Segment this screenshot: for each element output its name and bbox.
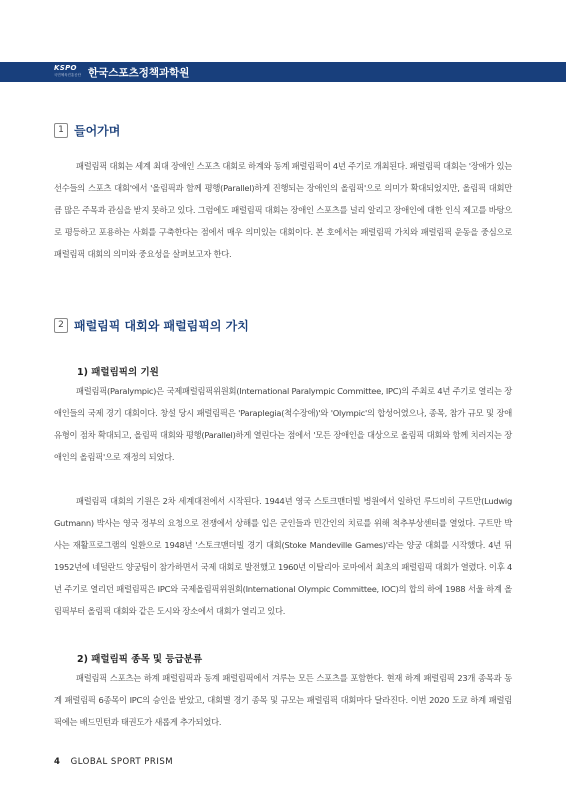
section-title: 들어가며 bbox=[74, 124, 121, 138]
logo-mark: KSPO bbox=[54, 64, 77, 72]
section-number: 2 bbox=[54, 318, 68, 333]
subsection-title: 1) 패럴림픽의 기원 bbox=[77, 367, 159, 378]
subsection-1-body-b bbox=[54, 490, 512, 623]
org-name: 한국스포츠정책과학원 bbox=[88, 67, 190, 79]
subsection-2-body bbox=[54, 667, 512, 733]
section-1-body bbox=[54, 155, 512, 265]
page-footer bbox=[54, 757, 173, 767]
section-title: 패럴림픽 대회와 패럴림픽의 가치 bbox=[74, 319, 249, 333]
logo-subtext: 국민체육진흥공단 bbox=[54, 73, 82, 77]
paragraph: 패럴림픽(Paralympic)은 국제패럴림픽위원회(International Paralympic Committee, IPC)의 주최로 4년 주기로 열리는 장애인들의 국제 경기 대회이다. 창설 당시 패럴림픽은 'Paraplegia(척수장애)'와 'Olympic'의 합성어였으나, 종목, 참가 규모 및 장애 유형이 점차 확대되고, 올림픽 대회와 평행(Parallel)하게 열린다는 점에서 '모든 장애인을 대상으로 올림픽 대회와 함께 치러지는 장애인의 올림픽'으로 재정의 되었다. bbox=[54, 386, 512, 463]
page-number: 4 bbox=[54, 757, 60, 767]
subsection-1-body-a bbox=[54, 380, 512, 468]
header-bar bbox=[0, 62, 566, 82]
publication-name: GLOBAL SPORT PRISM bbox=[70, 757, 174, 767]
paragraph: 패럴림픽 대회의 기원은 2차 세계대전에서 시작된다. 1944년 영국 스토크맨더빌 병원에서 일하던 루드비히 구트만(Ludwig Gutmann) 박사는 영국 정부의 요청으로 전쟁에서 상해를 입은 군인들과 민간인의 치료를 위해 척추부상센터를 열었다. 구트만 박사는 재활프로그램의 일환으로 1948년 '스토크맨더빌 경기 대회(Stoke Mandeville Games)'라는 양궁 대회를 시작했다. 4년 뒤 1952년에 네덜란드 양궁팀이 참가하면서 국제 대회로 발전했고 1960년 이탈리아 로마에서 최초의 패럴림픽 대회가 열렸다. 이후 4년 주기로 열리던 패럴림픽은 IPC와 국제올림픽위원회(International Olympic Committee, IOC)의 합의 하에 1988 서울 하계 올림픽부터 올림픽 대회와 같은 도시와 장소에서 대회가 열리고 있다. bbox=[54, 496, 512, 617]
paragraph: 패럴림픽 스포츠는 하계 패럴림픽과 동계 패럴림픽에서 겨루는 모든 스포츠를 포함한다. 현재 하계 패럴림픽 23개 종목과 동계 패럴림픽 6종목이 IPC의 승인을 받았고, 대회별 경기 종목 및 규모는 패럴림픽 대회마다 달라진다. 이번 2020 도쿄 하계 패럴림픽에는 배드민턴과 태권도가 새롭게 추가되었다. bbox=[54, 673, 512, 728]
subsection-title: 2) 패럴림픽 종목 및 등급분류 bbox=[77, 654, 203, 665]
kspo-logo bbox=[54, 64, 88, 80]
paragraph: 패럴림픽 대회는 세계 최대 장애인 스포츠 대회로 하계와 동계 패럴림픽이 4년 주기로 개최된다. 패럴림픽 대회는 '장애가 있는 선수들의 스포츠 대회'에서 '올림픽과 함께 평행(Parallel)하게 진행되는 장애인의 올림픽'으로 의미가 확대되었지만, 올림픽 대회만큼 많은 주목과 관심을 받지 못하고 있다. 그럼에도 패럴림픽 대회는 장애인 스포츠를 널리 알리고 장애인에 대한 인식 제고를 바탕으로 평등하고 포용하는 사회를 구축한다는 점에서 매우 의미있는 대회이다. 본 호에서는 패럴림픽 가치와 패럴림픽 운동을 중심으로 패럴림픽 대회의 의미와 중요성을 살펴보고자 한다. bbox=[54, 161, 512, 260]
section-number: 1 bbox=[54, 123, 68, 138]
